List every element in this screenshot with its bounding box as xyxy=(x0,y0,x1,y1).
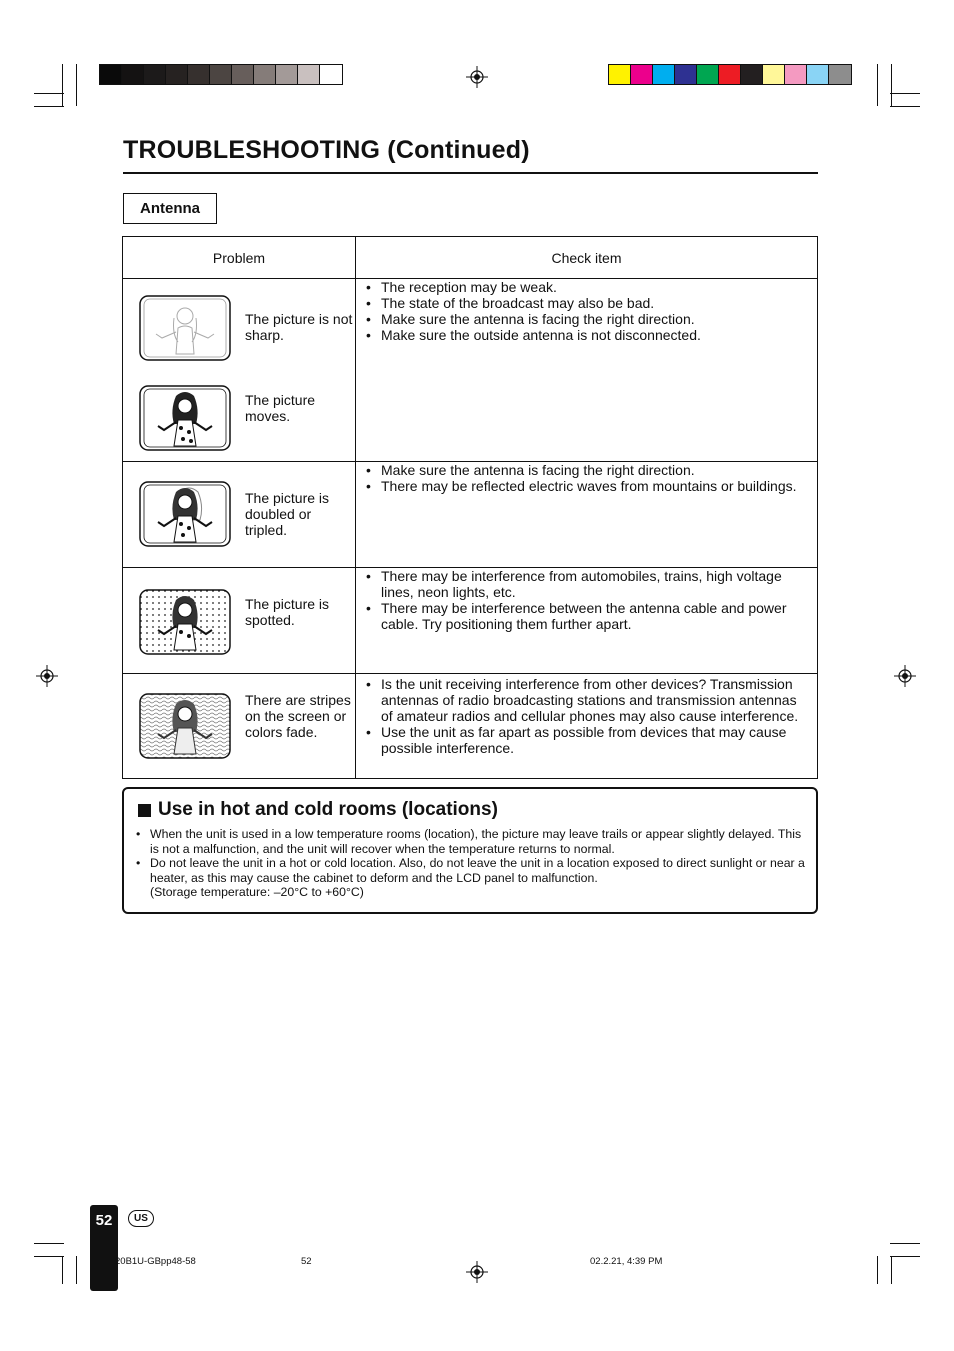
calibration-swatch xyxy=(719,65,741,84)
crop-mark xyxy=(891,64,892,106)
crop-mark xyxy=(890,1243,920,1244)
hot-cold-item: • When the unit is used in a low temperature rooms (location), the picture may leave trails or appear slightly delayed. This is not a malfunction, and the unit will recover when the temperature returns to normal. xyxy=(136,827,806,856)
crop-mark xyxy=(34,1256,64,1257)
calibration-swatch xyxy=(631,65,653,84)
hot-cold-rooms-box xyxy=(122,787,818,914)
header-problem: Problem xyxy=(123,237,356,278)
color-calibration-bar xyxy=(608,64,852,85)
check-item-cell xyxy=(356,279,817,461)
check-item: • Use the unit as far apart as possible from devices that may cause possible interference. xyxy=(366,724,807,756)
check-item: • Make sure the outside antenna is not disconnected. xyxy=(366,327,807,343)
problem-text: The picture is not sharp. xyxy=(245,311,353,343)
registration-mark-icon xyxy=(466,66,488,88)
crop-mark xyxy=(877,64,878,106)
crop-mark xyxy=(877,1256,878,1284)
check-item: • The state of the broadcast may also be bad. xyxy=(366,295,807,311)
problem-cell xyxy=(123,568,356,673)
section-label: Antenna xyxy=(123,193,217,224)
problem-text: The picture is doubled or tripled. xyxy=(245,490,330,538)
calibration-swatch xyxy=(166,65,188,84)
check-item-cell xyxy=(356,568,817,673)
crop-mark xyxy=(76,1256,77,1284)
footer-file: 20B1U-GBpp48-58 xyxy=(115,1256,196,1267)
storage-temperature: (Storage temperature: –20°C to +60°C) xyxy=(150,885,364,899)
calibration-swatch xyxy=(785,65,807,84)
calibration-swatch xyxy=(807,65,829,84)
problem-text: The picture is spotted. xyxy=(245,596,330,628)
calibration-swatch xyxy=(122,65,144,84)
ghosting-tv-illustration xyxy=(138,480,232,548)
calibration-swatch xyxy=(210,65,232,84)
crop-mark xyxy=(891,1256,892,1284)
moving-tv-illustration xyxy=(138,384,232,452)
calibration-swatch xyxy=(298,65,320,84)
calibration-swatch xyxy=(697,65,719,84)
calibration-swatch xyxy=(320,65,342,84)
region-badge: US xyxy=(128,1210,154,1227)
check-item: • There may be interference between the antenna cable and power cable. Try positioning them further apart. xyxy=(366,600,807,632)
check-item-cell xyxy=(356,674,817,778)
crop-mark xyxy=(890,106,920,107)
registration-mark-icon xyxy=(36,665,58,687)
troubleshooting-table xyxy=(122,236,818,779)
registration-mark-icon xyxy=(894,665,916,687)
calibration-swatch xyxy=(609,65,631,84)
table-row xyxy=(123,567,817,673)
calibration-swatch xyxy=(232,65,254,84)
check-item: • There may be interference from automobiles, trains, high voltage lines, neon lights, etc. xyxy=(366,568,807,600)
problem-text: The picture moves. xyxy=(245,392,316,424)
problem-cell xyxy=(123,462,356,567)
page-title: TROUBLESHOOTING (Continued) xyxy=(123,136,530,164)
title-rule xyxy=(123,172,818,174)
crop-mark xyxy=(76,64,77,106)
check-item: • Make sure the antenna is facing the right direction. xyxy=(366,462,807,478)
crop-mark xyxy=(890,93,920,94)
crop-mark xyxy=(890,1256,920,1257)
problem-text: There are stripes on the screen or colors fade. xyxy=(245,692,351,740)
table-row xyxy=(123,461,817,567)
crop-mark xyxy=(34,106,64,107)
check-item: • There may be reflected electric waves from mountains or buildings. xyxy=(366,478,807,494)
registration-mark-icon xyxy=(466,1261,488,1283)
header-check-item: Check item xyxy=(551,249,622,266)
check-item: • Make sure the antenna is facing the right direction. xyxy=(366,311,807,327)
check-item: • Is the unit receiving interference from other devices? Transmission antennas of radio broadcasting stations and transmission antennas of amateur radios and cellular phones may also cause interference. xyxy=(366,676,807,724)
calibration-swatch xyxy=(254,65,276,84)
square-bullet-icon xyxy=(138,804,151,817)
footer-date: 02.2.21, 4:39 PM xyxy=(590,1256,663,1267)
crop-mark xyxy=(62,64,63,106)
calibration-swatch xyxy=(829,65,851,84)
crop-mark xyxy=(34,93,64,94)
problem-cell xyxy=(123,674,356,778)
hot-cold-title: Use in hot and cold rooms (locations) xyxy=(158,799,498,820)
check-item: • The reception may be weak. xyxy=(366,279,807,295)
spotted-tv-illustration xyxy=(138,588,232,656)
crop-mark xyxy=(34,1243,64,1244)
calibration-swatch xyxy=(763,65,785,84)
hot-cold-item xyxy=(136,856,806,900)
grayscale-calibration-bar xyxy=(99,64,343,85)
calibration-swatch xyxy=(144,65,166,84)
check-item-cell xyxy=(356,462,817,567)
hot-cold-heading xyxy=(138,799,498,821)
footer-page: 52 xyxy=(301,1256,312,1267)
blurry-tv-illustration xyxy=(138,294,232,362)
problem-cell xyxy=(123,279,356,461)
calibration-swatch xyxy=(188,65,210,84)
calibration-swatch xyxy=(653,65,675,84)
crop-mark xyxy=(62,1256,63,1284)
page-number: 52 xyxy=(95,1212,113,1229)
table-row xyxy=(123,673,817,778)
hot-cold-item-text: Do not leave the unit in a hot or cold location. Also, do not leave the unit in a location exposed to direct sunlight or near a heater, as this may cause the cabinet to deform and the LCD panel to malfunction. xyxy=(150,856,805,885)
table-header-row xyxy=(123,237,817,278)
calibration-swatch xyxy=(276,65,298,84)
calibration-swatch xyxy=(675,65,697,84)
striped-tv-illustration xyxy=(138,692,232,760)
calibration-swatch xyxy=(741,65,763,84)
table-row xyxy=(123,278,817,461)
calibration-swatch xyxy=(100,65,122,84)
